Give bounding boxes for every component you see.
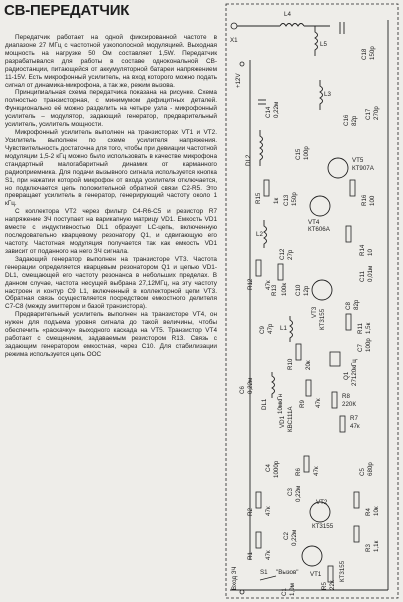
r2-value: 47к bbox=[265, 506, 272, 516]
l2-coil bbox=[264, 220, 267, 248]
paragraph: Микрофонный усилитель выполнен на транзисторах VT1 и VT2. Усилитель выполнен по схеме усилителя напряжения. Чувствительность достаточна для того, чтобы при девиации частотной модуляции 1,5-2 кГц можно было использовать в качестве микрофона стандартный малогабаритный динамик от карманного радиоприемника. Для подачи вызывного сигнала используется кнопка S1, при нажатии которой микрофон от входа усилителя отключается, но подключается цепь положительной обратной связи С2-R5. Это превращает усилитель в генератор, генерирующий частоту около 1 кГц. bbox=[5, 129, 217, 208]
input-terminal bbox=[240, 590, 244, 594]
c12-value: 27р bbox=[287, 249, 294, 260]
l3-label: L3 bbox=[324, 91, 331, 98]
c1-value: 1,0м bbox=[289, 583, 296, 596]
c4-value: 1000р bbox=[273, 460, 280, 478]
paragraph: Передатчик работает на одной фиксированной частоте в диапазоне 27 МГц с частотной узкополосной модуляцией. Выходная мощность на нагрузке 50 Ом составляет 1,5W. Передатчик разрабатывался для работы в составе однокональной СВ-радиостанции, питающейся от аккумуляторной батареи напряжением 11-15V. Есть микрофонный усилитель, на вход которого можно подать сигнал от динамика-микрофона, а так же, режим вызова. bbox=[5, 34, 217, 89]
c8-label: C8 bbox=[345, 302, 352, 310]
vt2-type: КТ3155 bbox=[312, 523, 334, 530]
r11-label: R11 bbox=[357, 323, 364, 334]
c2-value: 0,22м bbox=[291, 529, 298, 546]
vt5-label: VT5 bbox=[352, 157, 364, 164]
c9-value: 47р bbox=[267, 323, 274, 334]
dl2-choke bbox=[260, 130, 263, 166]
r1-label: R1 bbox=[247, 552, 254, 560]
paragraph: Задающий генератор выполнен на транзисторе VT3. Частота генерации определяется кварцевым резонатором Q1 и цепью VD1-DL1, смещающей его частоту резонанса в небольших пределах. В данном случае, частота несущей выбрана 27,12МГц, на эту частоту настроен и контур С9 L1, включенный в коллекторной цепи VT3. Обратная связь осуществляется посредством емкостного делителя С7-С8 (между эмиттером и базой транзистора). bbox=[5, 255, 217, 311]
paragraph: С коллектора VT2 через фильтр С4-R6-С5 и резистор R7 напряжение ЗЧ поступает на варикапную матрицу VD1. Емкость VD1 вместе с индуктивностью DL1 образует LC-цепь, включенную последовательно кварцевому резонатору Q1, и сдвигающую его частоту. Частотная модуляция получается так как емкость VD1 зависит от поданного на него ЗЧ сигнала. bbox=[5, 208, 217, 255]
c16-value: 82р bbox=[351, 115, 358, 126]
r16-label: R16 bbox=[361, 194, 368, 206]
vt1-type: КТ3155 bbox=[339, 560, 346, 582]
c10-label: C10 bbox=[295, 284, 302, 296]
r12-label: R12 bbox=[247, 278, 254, 290]
l5-coil bbox=[315, 26, 318, 56]
r6-value: 47к bbox=[313, 466, 320, 476]
x1-label: X1 bbox=[230, 37, 238, 44]
vt4-transistor bbox=[310, 196, 330, 216]
c7-value: 100р bbox=[365, 338, 372, 352]
supply-terminal bbox=[240, 62, 244, 66]
r7-label: R7 bbox=[350, 415, 358, 422]
c6-label: C6 bbox=[239, 386, 246, 394]
c18-label: C18 bbox=[361, 48, 368, 60]
r16-value: 100 bbox=[369, 195, 376, 206]
circuit-schematic bbox=[220, 0, 403, 602]
r14-label: R14 bbox=[359, 244, 366, 256]
paragraph: Предварительный усилитель выполнен на транзисторе VT4, он нужен для подъема уровня сигнала до такой величины, чтобы обеспечить «раскачку» выходного каскада на VT5. Транзистор VT4 работает с смещением, задаваемым резистором R13. Связь с задающим генератором емкостная, через С10. Для стабилизации режима используется цепь ООС bbox=[5, 311, 217, 358]
r10-label: R10 bbox=[287, 358, 294, 370]
s1-label: S1 bbox=[260, 569, 268, 576]
r15-value: 1к bbox=[273, 197, 280, 204]
l3-coil bbox=[320, 80, 323, 110]
r9-label: R9 bbox=[299, 400, 306, 408]
r14-value: 10 bbox=[367, 249, 374, 256]
vt3-transistor bbox=[312, 280, 332, 300]
dl1-value: 10мкГн bbox=[277, 393, 284, 414]
r13-value: 100к bbox=[281, 282, 288, 296]
vd1-label: VD1 bbox=[279, 415, 286, 428]
r3-resistor bbox=[354, 526, 359, 542]
r5-value: 22к bbox=[329, 580, 336, 590]
r8-value: 220К bbox=[342, 401, 356, 408]
dl2-label: DL2 bbox=[245, 154, 252, 166]
q1-crystal bbox=[330, 352, 340, 366]
q1-label: Q1 bbox=[343, 371, 350, 380]
vt5-type: КТ907А bbox=[352, 165, 374, 172]
c13-label: C13 bbox=[283, 194, 290, 206]
s1-value: "Вызов" bbox=[276, 569, 299, 576]
paragraph: Принципиальная схема передатчика показана на рисунке. Схема полностью транзисторная, с минимумом дефицитных деталей. Функционально её можно разделить на четыре узла - микрофонный усилитель – модулятор, задающий генератор, предварительный усилитель, усилитель мощности. bbox=[5, 89, 217, 129]
c3-label: C3 bbox=[287, 488, 294, 496]
r9-value: 47к bbox=[315, 398, 322, 408]
c6-value: 0,22м bbox=[247, 377, 254, 394]
l1-label: L1 bbox=[280, 325, 287, 332]
r12-resistor bbox=[256, 260, 261, 276]
c5-value: 680р bbox=[367, 462, 374, 476]
r13-label: R13 bbox=[271, 284, 278, 296]
c9-label: C9 bbox=[259, 326, 266, 334]
input-label: Вход ЗЧ bbox=[231, 566, 238, 590]
r6-resistor bbox=[304, 456, 309, 472]
c15-value: 100р bbox=[303, 146, 310, 160]
r1-resistor bbox=[256, 532, 261, 548]
vt1-transistor bbox=[302, 546, 322, 566]
antenna-connector bbox=[231, 23, 237, 29]
r8-label: R8 bbox=[342, 393, 350, 400]
c11-label: C11 bbox=[359, 271, 366, 282]
r2-label: R2 bbox=[247, 508, 254, 516]
c13-value: 150р bbox=[291, 192, 298, 206]
r6-label: R6 bbox=[295, 468, 302, 476]
c17-value: 270р bbox=[373, 106, 380, 120]
r3-value: 1,1к bbox=[373, 540, 380, 552]
vt4-type: КТ606А bbox=[308, 226, 330, 233]
l1-coil bbox=[290, 316, 293, 342]
c7-label: C7 bbox=[357, 344, 364, 352]
r14-resistor bbox=[346, 226, 351, 242]
r11-value: 1,5к bbox=[365, 322, 372, 334]
r10-value: 20к bbox=[305, 360, 312, 370]
r5-resistor bbox=[328, 566, 333, 582]
vt5-transistor bbox=[328, 158, 348, 178]
vt4-label: VT4 bbox=[308, 219, 320, 226]
r7-value: 47к bbox=[350, 423, 360, 430]
r8-resistor bbox=[332, 392, 337, 408]
c11-value: 0,01м bbox=[367, 265, 374, 282]
c12-label: C12 bbox=[279, 248, 286, 260]
r4-label: R4 bbox=[365, 508, 372, 516]
r13-resistor bbox=[278, 264, 283, 280]
r15-resistor bbox=[264, 180, 269, 196]
l4-label: L4 bbox=[284, 11, 291, 18]
q1-value: 27120кГц bbox=[351, 359, 358, 386]
dl1-choke bbox=[272, 372, 275, 398]
supply-label: +12V bbox=[235, 73, 242, 88]
c16-label: C16 bbox=[343, 114, 350, 126]
vd1-type: КВС111А bbox=[287, 406, 294, 432]
r5-label: R5 bbox=[321, 582, 328, 590]
r7-resistor bbox=[340, 416, 345, 432]
l5-label: L5 bbox=[320, 41, 327, 48]
c4-label: C4 bbox=[265, 464, 272, 472]
s1-switch bbox=[260, 576, 276, 580]
r4-resistor bbox=[354, 492, 359, 508]
vt2-label: VT2 bbox=[316, 499, 328, 506]
article-body bbox=[5, 34, 217, 598]
r2-resistor bbox=[256, 492, 261, 508]
c8-value: 82р bbox=[353, 299, 360, 310]
r12-value: 47к bbox=[265, 280, 272, 290]
c5-label: C5 bbox=[359, 468, 366, 476]
c14-value: 0,22м bbox=[273, 101, 280, 118]
l4-coil bbox=[280, 24, 304, 27]
c10-value: 12р bbox=[303, 285, 310, 296]
vt3-type: КТ3155 bbox=[319, 308, 326, 330]
r9-resistor bbox=[306, 380, 311, 396]
c18-value: 150р bbox=[369, 46, 376, 60]
r3-label: R3 bbox=[365, 544, 372, 552]
c1-label: C1 bbox=[281, 588, 288, 596]
r1-value: 47к bbox=[265, 550, 272, 560]
article-title: СВ-ПЕРЕДАТЧИК bbox=[4, 2, 130, 19]
dl1-label: DL1 bbox=[261, 398, 268, 410]
c14-label: C14 bbox=[265, 106, 272, 118]
l2-label: L2 bbox=[256, 231, 263, 238]
c2-label: C2 bbox=[283, 532, 290, 540]
r15-label: R15 bbox=[255, 192, 262, 204]
r10-resistor bbox=[296, 344, 301, 360]
c17-label: C17 bbox=[365, 108, 372, 120]
r4-value: 10к bbox=[373, 506, 380, 516]
c3-value: 0,22м bbox=[295, 485, 302, 502]
r11-resistor bbox=[346, 314, 351, 330]
r16-resistor bbox=[350, 180, 355, 196]
vt1-label: VT1 bbox=[310, 571, 322, 578]
vt3-label: VT3 bbox=[311, 306, 318, 318]
c15-label: C15 bbox=[295, 148, 302, 160]
